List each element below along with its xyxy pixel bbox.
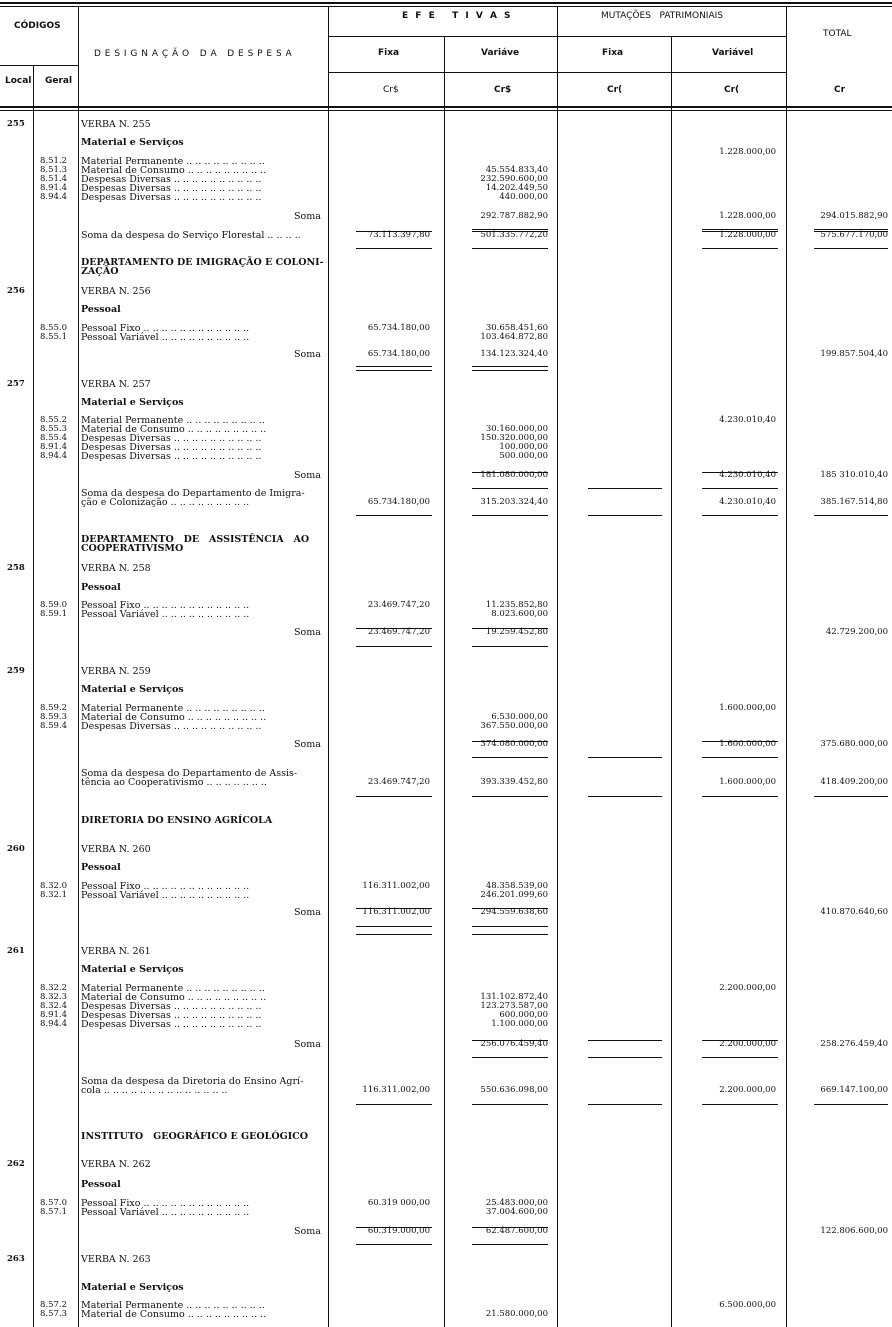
sum-rule [814, 515, 888, 516]
row-description: tência ao Cooperativismo .. .. .. .. .. .. .. [81, 777, 267, 788]
row-general-code: 8.55.0 [40, 323, 68, 333]
amount-ef: 73.113.397,80 [367, 230, 430, 240]
sum-rule [702, 515, 778, 516]
header-bottom-rule-thin [0, 110, 892, 111]
amount-ev: 6.530.000,00 [491, 712, 548, 722]
amount-ef: 65.734.180,00 [367, 349, 430, 359]
sum-rule [472, 248, 548, 249]
header-mutacoes: MUTAÇÕES PATRIMONIAIS [601, 11, 723, 21]
soma-label: Soma [294, 470, 321, 481]
amount-ev: 600.000,00 [499, 1010, 548, 1020]
header-variavel: Variáve [481, 48, 520, 58]
amount-ev: 501.335.772,20 [480, 230, 548, 240]
header-cur-5: Cr [834, 85, 846, 95]
row-general-code: 8.91.4 [40, 1010, 68, 1020]
col-line-geral [78, 6, 79, 1327]
amount-ev: 30.658.451,60 [485, 323, 548, 333]
sum-rule [472, 796, 548, 797]
row-general-code: 8.94.4 [40, 192, 68, 202]
top-rule-thin [0, 6, 892, 7]
amount-tot: 375.680.000,00 [820, 739, 888, 749]
sum-rule [702, 231, 778, 232]
row-description: Soma da despesa da Diretoria do Ensino Agrí- [81, 1076, 304, 1087]
header-line-codes [0, 65, 78, 66]
amount-ev: 103.464.872,80 [480, 332, 548, 342]
row-description: VERBA N. 261 [81, 946, 151, 957]
amount-ev: 25.483.000,00 [485, 1198, 548, 1208]
row-general-code: 8.59.0 [40, 600, 68, 610]
amount-ef: 23.469.747,20 [367, 627, 430, 637]
header-cur-4: Cr( [724, 85, 740, 95]
sum-rule [702, 248, 778, 249]
row-description: Soma da despesa do Departamento de Imigra- [81, 488, 305, 499]
header-cur-1: Cr$ [383, 85, 399, 95]
amount-ev: 500.000,00 [499, 451, 548, 461]
col-line-var [557, 6, 558, 1327]
section-heading: Pessoal [81, 1179, 121, 1190]
sum-rule [356, 934, 432, 935]
row-general-code: 8.55.1 [40, 332, 68, 342]
section-heading: Material e Serviços [81, 1282, 184, 1293]
amount-ev: 30.160.000,00 [485, 424, 548, 434]
amount-ev: 294.559.638,60 [480, 907, 548, 917]
row-description: Material Permanente .. .. .. .. .. .. .. .. .. [81, 983, 265, 994]
amount-mv: 4.230.010,40 [719, 415, 776, 425]
row-local-code: 262 [7, 1159, 25, 1169]
amount-tot: 418.409.200,00 [820, 777, 888, 787]
section-heading: DIRETORIA DO ENSINO AGRÍCOLA [81, 815, 273, 826]
top-rule [0, 2, 892, 4]
header-fixa-mut: Fixa [602, 48, 624, 58]
row-general-code: 8.57.2 [40, 1300, 68, 1310]
row-general-code: 8.91.4 [40, 183, 68, 193]
sum-rule [472, 628, 548, 629]
sum-rule [472, 908, 548, 909]
amount-ev: 181.080.000,00 [480, 470, 548, 480]
amount-mv: 1.600.000,00 [719, 703, 776, 713]
row-description: Despesas Diversas .. .. .. .. .. .. .. .. .. .. [81, 1001, 262, 1012]
sum-rule [356, 796, 432, 797]
row-local-code: 257 [7, 379, 25, 389]
amount-mv: 1.228.000,00 [719, 230, 776, 240]
amount-mv: 1.600.000,00 [719, 739, 776, 749]
section-heading: INSTITUTO GEOGRÁFICO E GEOLÓGICO [81, 1131, 308, 1142]
section-heading: DEPARTAMENTO DE IMIGRAÇÃO E COLONI- [81, 257, 324, 268]
amount-ev: 393.339.452,80 [480, 777, 548, 787]
sum-rule [472, 1244, 548, 1245]
row-description: VERBA N. 256 [81, 286, 151, 297]
row-description: Pessoal Variável .. .. .. .. .. .. .. .. .. .. [81, 332, 250, 343]
amount-ef: 65.734.180,00 [367, 323, 430, 333]
row-local-code: 255 [7, 119, 25, 129]
col-line-mvar [786, 6, 787, 1327]
row-local-code: 258 [7, 563, 25, 573]
row-general-code: 8.59.2 [40, 703, 68, 713]
amount-ev: 21.580.000,00 [485, 1309, 548, 1319]
section-heading: ZAÇÃO [81, 266, 119, 277]
row-description: Material Permanente .. .. .. .. .. .. .. .. .. [81, 156, 265, 167]
sum-rule [472, 1227, 548, 1228]
soma-label: Soma [294, 907, 321, 918]
sum-rule [472, 370, 548, 371]
sum-rule [472, 1040, 548, 1041]
row-description: Material Permanente .. .. .. .. .. .. .. .. .. [81, 703, 265, 714]
sum-rule [814, 1104, 888, 1105]
sum-rule [472, 646, 548, 647]
sum-rule [472, 934, 548, 935]
sum-rule [588, 1057, 662, 1058]
row-description: VERBA N. 259 [81, 666, 151, 677]
row-general-code: 8.59.1 [40, 609, 68, 619]
amount-tot: 258.276.459,40 [820, 1039, 888, 1049]
row-general-code: 8.94.4 [40, 451, 68, 461]
amount-ef: 60.319 000,00 [367, 1198, 430, 1208]
sum-rule [814, 229, 888, 230]
sum-rule [356, 908, 432, 909]
section-heading: Material e Serviços [81, 397, 184, 408]
row-description: Despesas Diversas .. .. .. .. .. .. .. .. .. .. [81, 174, 262, 185]
sum-rule [356, 628, 432, 629]
amount-ev: 150.320.000,00 [480, 433, 548, 443]
amount-ev: 8.023.600,00 [491, 609, 548, 619]
sum-rule [356, 1227, 432, 1228]
soma-label: Soma [294, 211, 321, 222]
section-heading: COOPERATIVISMO [81, 543, 184, 554]
soma-label: Soma [294, 1039, 321, 1050]
row-description: Despesas Diversas .. .. .. .. .. .. .. .. .. .. [81, 433, 262, 444]
row-description: Despesas Diversas .. .. .. .. .. .. .. .. .. .. [81, 451, 262, 462]
row-local-code: 260 [7, 844, 25, 854]
sum-rule [702, 488, 778, 489]
amount-ev: 550.636.098,00 [480, 1085, 548, 1095]
row-description: Material de Consumo .. .. .. .. .. .. .. .. .. [81, 1309, 267, 1320]
row-general-code: 8.32.2 [40, 983, 68, 993]
amount-ef: 65.734.180,00 [367, 497, 430, 507]
sum-rule [588, 757, 662, 758]
amount-ev: 131.102.872,40 [480, 992, 548, 1002]
sum-rule [356, 231, 432, 232]
row-description: ção e Colonização .. .. .. .. .. .. .. .. .. [81, 497, 250, 508]
sum-rule [702, 796, 778, 797]
amount-ev: 123.273.587,00 [480, 1001, 548, 1011]
col-line-desc [328, 6, 329, 1327]
row-description: VERBA N. 263 [81, 1254, 151, 1265]
sum-rule [588, 488, 662, 489]
amount-ef: 23.469.747,20 [367, 777, 430, 787]
sum-rule [702, 1104, 778, 1105]
row-description: Despesas Diversas .. .. .. .. .. .. .. .. .. .. [81, 1019, 262, 1030]
sum-rule [356, 515, 432, 516]
amount-ev: 45.554.833,40 [485, 165, 548, 175]
sum-rule [472, 515, 548, 516]
sum-rule [472, 366, 548, 367]
soma-label: Soma [294, 1226, 321, 1237]
sum-rule [472, 741, 548, 742]
row-general-code: 8.57.3 [40, 1309, 68, 1319]
sum-rule [702, 741, 778, 742]
row-local-code: 261 [7, 946, 25, 956]
amount-ev: 48.358.539,00 [485, 881, 548, 891]
sum-rule [472, 229, 548, 230]
amount-tot: 575.677.170,00 [820, 230, 888, 240]
amount-ev: 11.235.852,80 [485, 600, 548, 610]
amount-ev: 134.123.324,40 [480, 349, 548, 359]
row-general-code: 8.32.1 [40, 890, 68, 900]
row-general-code: 8.55.3 [40, 424, 68, 434]
row-description: VERBA N. 258 [81, 563, 151, 574]
header-fixa: Fixa [378, 48, 400, 58]
row-general-code: 8.59.3 [40, 712, 68, 722]
amount-ev: 367.550.000,00 [480, 721, 548, 731]
section-heading: Pessoal [81, 304, 121, 315]
soma-label: Soma [294, 739, 321, 750]
amount-tot: 385.167.514,80 [820, 497, 888, 507]
row-general-code: 8.59.4 [40, 721, 68, 731]
sum-rule [702, 472, 778, 473]
amount-ev: 62.487.600,00 [485, 1226, 548, 1236]
amount-mv: 1.228.000,00 [719, 211, 776, 221]
sum-rule [472, 926, 548, 927]
amount-mv: 2.200.000,00 [719, 983, 776, 993]
row-general-code: 8.57.1 [40, 1207, 68, 1217]
sum-rule [472, 1057, 548, 1058]
row-description: Material de Consumo .. .. .. .. .. .. .. .. .. [81, 992, 267, 1003]
amount-ev: 440.000,00 [499, 192, 548, 202]
sum-rule [472, 231, 548, 232]
row-description: VERBA N. 262 [81, 1159, 151, 1170]
row-description: Soma da despesa do Departamento de Assis- [81, 768, 298, 779]
amount-ev: 100.000,00 [499, 442, 548, 452]
row-general-code: 8.51.2 [40, 156, 68, 166]
sum-rule [814, 796, 888, 797]
amount-mv: 6.500.000,00 [719, 1300, 776, 1310]
header-total: TOTAL [823, 29, 852, 39]
row-description: Despesas Diversas .. .. .. .. .. .. .. .. .. .. [81, 721, 262, 732]
amount-ef: 116.311.002,00 [362, 907, 430, 917]
header-codigos: CÓDIGOS [14, 21, 61, 31]
row-general-code: 8.51.4 [40, 174, 68, 184]
sum-rule [588, 1040, 662, 1041]
row-description: Pessoal Fixo .. .. .. .. .. .. .. .. .. .. .. .. [81, 881, 250, 892]
sum-rule [814, 248, 888, 249]
row-description: Pessoal Fixo .. .. .. .. .. .. .. .. .. .. .. .. [81, 323, 250, 334]
amount-mv: 1.228.000,00 [719, 147, 776, 157]
amount-ev: 14.202.449,50 [485, 183, 548, 193]
row-description: Despesas Diversas .. .. .. .. .. .. .. .. .. .. [81, 442, 262, 453]
section-heading: Pessoal [81, 862, 121, 873]
header-cur-3: Cr( [607, 85, 623, 95]
row-local-code: 259 [7, 666, 25, 676]
row-description: Material de Consumo .. .. .. .. .. .. .. .. .. [81, 712, 267, 723]
row-description: Despesas Diversas .. .. .. .. .. .. .. .. .. .. [81, 183, 262, 194]
section-heading: Material e Serviços [81, 964, 184, 975]
sum-rule [356, 1104, 432, 1105]
row-description: VERBA N. 255 [81, 119, 151, 130]
amount-ef: 23.469.747,20 [367, 600, 430, 610]
row-general-code: 8.55.2 [40, 415, 68, 425]
header-variavel-mut: Variável [712, 48, 754, 58]
sum-rule [356, 366, 432, 367]
soma-label: Soma [294, 627, 321, 638]
row-description: Material Permanente .. .. .. .. .. .. .. .. .. [81, 415, 265, 426]
row-description: Material de Consumo .. .. .. .. .. .. .. .. .. [81, 165, 267, 176]
amount-mv: 1.600.000,00 [719, 777, 776, 787]
amount-tot: 669.147.100,00 [820, 1085, 888, 1095]
sum-rule [356, 370, 432, 371]
sum-rule [472, 488, 548, 489]
amount-tot: 294.015.882,90 [820, 211, 888, 221]
sum-rule [702, 1057, 778, 1058]
amount-mv: 2.200.000,00 [719, 1085, 776, 1095]
row-description: VERBA N. 260 [81, 844, 151, 855]
amount-ev: 256.076.459,40 [480, 1039, 548, 1049]
soma-label: Soma [294, 349, 321, 360]
header-designacao: D E S I G N A Ç Ã O D A D E S P E S A [94, 49, 293, 59]
amount-mv: 2.200.000,00 [719, 1039, 776, 1049]
sum-rule [702, 757, 778, 758]
row-general-code: 8.57.0 [40, 1198, 68, 1208]
sum-rule [588, 1104, 662, 1105]
col-line-mfixa [671, 36, 672, 1327]
amount-ev: 1.100.000,00 [491, 1019, 548, 1029]
section-heading: Material e Serviços [81, 137, 184, 148]
row-description: Pessoal Fixo .. .. .. .. .. .. .. .. .. .. .. .. [81, 1198, 250, 1209]
row-description: Pessoal Variável .. .. .. .. .. .. .. .. .. .. [81, 890, 250, 901]
row-description: Pessoal Variável .. .. .. .. .. .. .. .. .. .. [81, 1207, 250, 1218]
section-heading: DEPARTAMENTO DE ASSISTÊNCIA AO [81, 534, 310, 545]
sum-rule [472, 757, 548, 758]
row-general-code: 8.91.4 [40, 442, 68, 452]
amount-ef: 116.311.002,00 [362, 881, 430, 891]
header-cur-2: Cr$ [494, 85, 512, 95]
sum-rule [356, 926, 432, 927]
amount-ev: 374.080.000,00 [480, 739, 548, 749]
row-description: Despesas Diversas .. .. .. .. .. .. .. .. .. .. [81, 1010, 262, 1021]
sum-rule [814, 231, 888, 232]
row-description: Material Permanente .. .. .. .. .. .. .. .. .. [81, 1300, 265, 1311]
row-local-code: 256 [7, 286, 25, 296]
amount-ev: 232.590.600,00 [480, 174, 548, 184]
row-description: VERBA N. 257 [81, 379, 151, 390]
header-efetivas: E F E T I V A S [402, 11, 513, 21]
sum-rule [702, 229, 778, 230]
section-heading: Material e Serviços [81, 684, 184, 695]
row-general-code: 8.32.4 [40, 1001, 68, 1011]
section-heading: Pessoal [81, 582, 121, 593]
row-local-code: 263 [7, 1254, 25, 1264]
amount-tot: 122.806.600,00 [820, 1226, 888, 1236]
row-description: Soma da despesa do Serviço Florestal .. .. .. .. [81, 230, 301, 241]
row-description: Material de Consumo .. .. .. .. .. .. .. .. .. [81, 424, 267, 435]
amount-ef: 116.311.002,00 [362, 1085, 430, 1095]
amount-tot: 199.857.504,40 [820, 349, 888, 359]
col-line-local [33, 65, 34, 1327]
row-description: Despesas Diversas .. .. .. .. .. .. .. .. .. .. [81, 192, 262, 203]
header-local: Local [5, 76, 32, 86]
row-general-code: 8.32.3 [40, 992, 68, 1002]
amount-tot: 185 310.010,40 [820, 470, 888, 480]
row-general-code: 8.55.4 [40, 433, 68, 443]
amount-tot: 42.729.200,00 [825, 627, 888, 637]
row-general-code: 8.94.4 [40, 1019, 68, 1029]
row-description: cola .. .. .. .. .. .. .. .. .. .. .. .. .. .. [81, 1085, 228, 1096]
sum-rule [588, 515, 662, 516]
row-description: Pessoal Fixo .. .. .. .. .. .. .. .. .. .. .. .. [81, 600, 250, 611]
amount-ev: 37.004.600,00 [485, 1207, 548, 1217]
sum-rule [356, 248, 432, 249]
amount-ev: 315.203.324,40 [480, 497, 548, 507]
row-general-code: 8.51.3 [40, 165, 68, 175]
row-description: Pessoal Variável .. .. .. .. .. .. .. .. .. .. [81, 609, 250, 620]
col-line-fixa [444, 36, 445, 1327]
sum-rule [472, 1104, 548, 1105]
sum-rule [472, 472, 548, 473]
sum-rule [588, 796, 662, 797]
amount-ev: 246.201.099,60 [480, 890, 548, 900]
amount-mv: 4.230.010,40 [719, 470, 776, 480]
amount-ev: 292.787.882,90 [480, 211, 548, 221]
sum-rule [356, 1244, 432, 1245]
amount-ef: 60.319.000,00 [367, 1226, 430, 1236]
amount-tot: 410.870.640,60 [820, 907, 888, 917]
header-geral: Geral [45, 76, 73, 86]
header-bottom-rule [0, 106, 892, 108]
amount-mv: 4.230.010,40 [719, 497, 776, 507]
sum-rule [356, 646, 432, 647]
amount-ev: 19.259.452,80 [485, 627, 548, 637]
row-general-code: 8.32.0 [40, 881, 68, 891]
sum-rule [702, 1040, 778, 1041]
